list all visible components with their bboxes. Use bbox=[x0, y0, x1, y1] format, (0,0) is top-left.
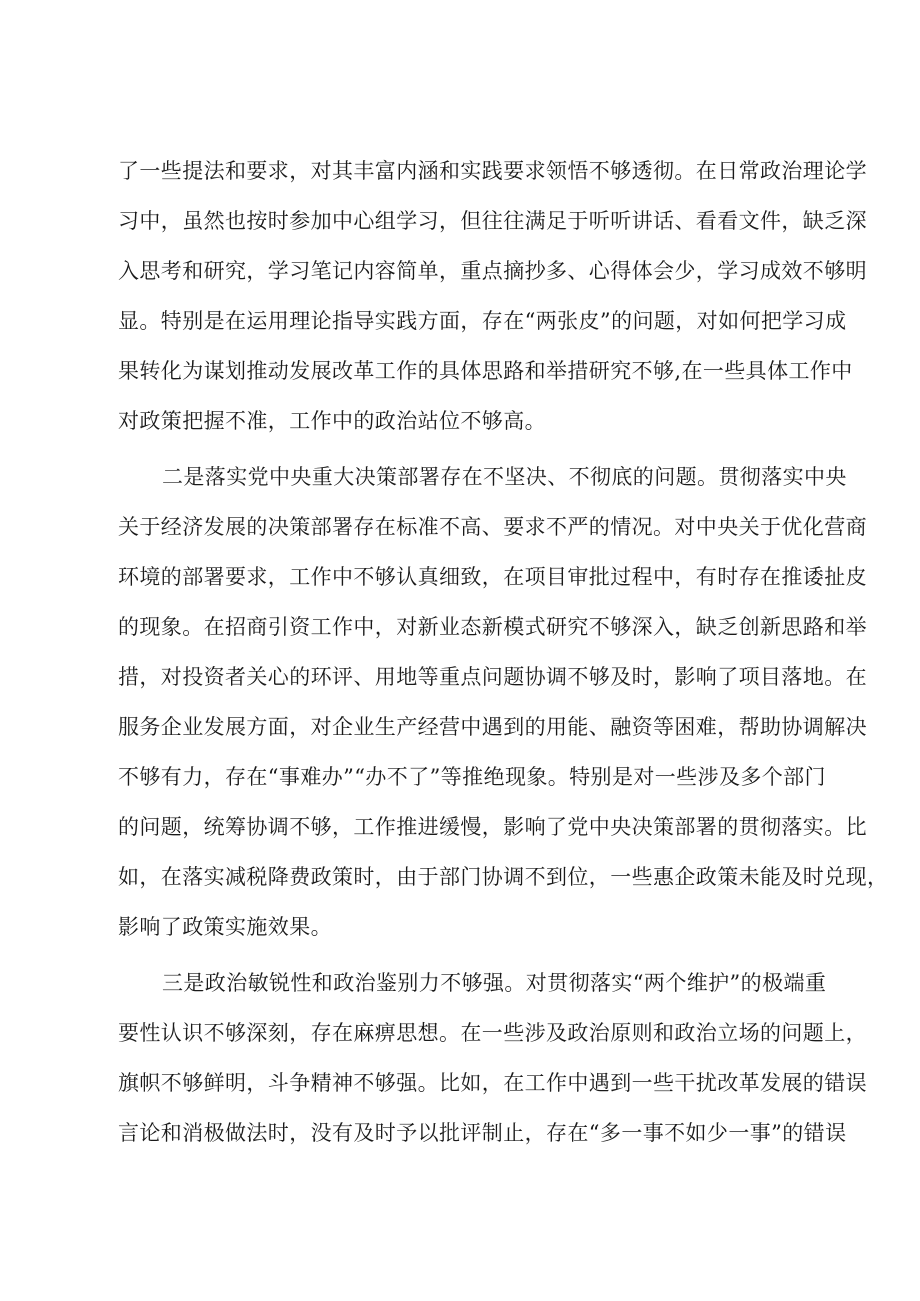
paragraph-2 bbox=[118, 452, 889, 952]
paragraph-line: 不够有力，存在“事难办”“办不了”等推绝现象。特别是对一些涉及多个部门 bbox=[118, 765, 826, 789]
paragraph-line: 习中，虽然也按时参加中心组学习，但往往满足于听听讲话、看看文件，缺乏深 bbox=[118, 209, 867, 233]
paragraph-line: 服务企业发展方面，对企业生产经营中遇到的用能、融资等困难，帮助协调解决 bbox=[118, 715, 867, 739]
paragraph-3 bbox=[118, 958, 867, 1158]
paragraph-line: 要性认识不够深刻，存在麻痹思想。在一些涉及政治原则和政治立场的问题上， bbox=[118, 1021, 867, 1045]
paragraph-line: 旗帜不够鲜明，斗争精神不够强。比如，在工作中遇到一些干扰改革发展的错误 bbox=[118, 1071, 867, 1095]
paragraph-line: 果转化为谋划推动发展改革工作的具体思路和举措研究不够,在一些具体工作中 bbox=[118, 359, 853, 383]
paragraph-line: 关于经济发展的决策部署存在标准不高、要求不严的情况。对中央关于优化营商 bbox=[118, 515, 867, 539]
paragraph-line: 影响了政策实施效果。 bbox=[118, 915, 332, 939]
paragraph-line: 三是政治敏锐性和政治鉴别力不够强。对贯彻落实“两个维护”的极端重 bbox=[162, 971, 827, 995]
paragraph-line: 环境的部署要求，工作中不够认真细致，在项目审批过程中，有时存在推诿扯皮 bbox=[118, 565, 867, 589]
paragraph-line: 如，在落实减税降费政策时，由于部门协调不到位，一些惠企政策未能及时兑现， bbox=[118, 865, 889, 889]
paragraph-line: 措，对投资者关心的环评、用地等重点问题协调不够及时，影响了项目落地。在 bbox=[118, 665, 867, 689]
paragraph-line: 入思考和研究，学习笔记内容简单，重点摘抄多、心得体会少，学习成效不够明 bbox=[118, 259, 867, 283]
paragraph-1 bbox=[118, 146, 867, 446]
paragraph-line: 二是落实党中央重大决策部署存在不坚决、不彻底的问题。贯彻落实中央 bbox=[162, 465, 847, 489]
paragraph-line: 的现象。在招商引资工作中，对新业态新模式研究不够深入，缺乏创新思路和举 bbox=[118, 615, 867, 639]
document-body bbox=[118, 146, 889, 1158]
paragraph-line: 言论和消极做法时，没有及时予以批评制止，存在“多一事不如少一事”的错误 bbox=[118, 1121, 847, 1145]
paragraph-line: 显。特别是在运用理论指导实践方面，存在“两张皮”的问题，对如何把学习成 bbox=[118, 309, 847, 333]
paragraph-line: 的问题，统筹协调不够，工作推进缓慢，影响了党中央决策部署的贯彻落实。比 bbox=[118, 815, 867, 839]
paragraph-line: 了一些提法和要求，对其丰富内涵和实践要求领悟不够透彻。在日常政治理论学 bbox=[118, 159, 867, 183]
paragraph-line: 对政策把握不准，工作中的政治站位不够高。 bbox=[118, 409, 546, 433]
